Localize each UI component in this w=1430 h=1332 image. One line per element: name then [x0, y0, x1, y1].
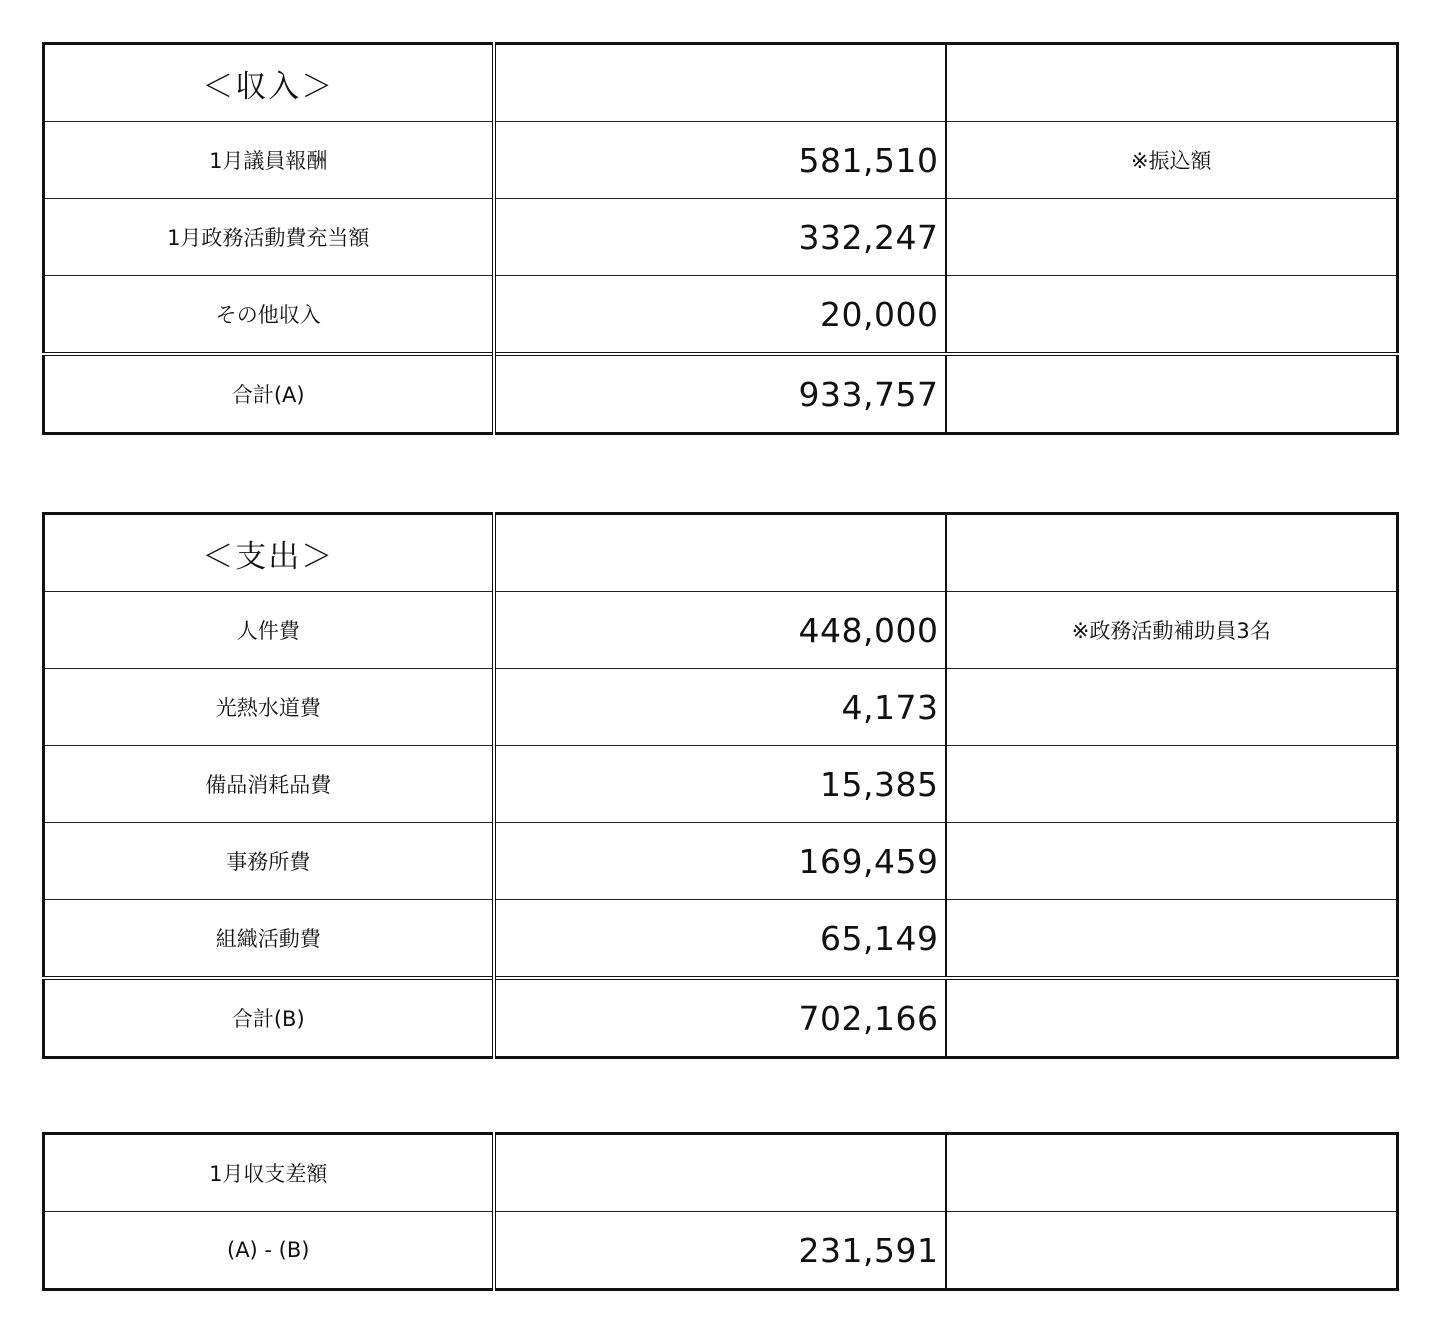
income-row	[44, 276, 1398, 355]
expense-total-amount: 702,166	[494, 978, 946, 1058]
income-row-amount: 332,247	[494, 199, 946, 276]
income-row-note	[946, 276, 1398, 355]
income-total-row	[44, 354, 1398, 434]
expense-total-row	[44, 978, 1398, 1058]
balance-title-row	[44, 1134, 1398, 1212]
balance-title-note-cell	[946, 1134, 1398, 1212]
expense-row	[44, 823, 1398, 900]
expense-table	[42, 512, 1399, 1059]
balance-amount-row	[44, 1212, 1398, 1290]
expense-row-label: 事務所費	[44, 823, 494, 900]
expense-row-amount: 448,000	[494, 592, 946, 669]
expense-row-note	[946, 900, 1398, 979]
expense-header-note-cell	[946, 514, 1398, 592]
expense-total-note	[946, 978, 1398, 1058]
income-row-note: ※振込額	[946, 122, 1398, 199]
expense-header-amount-cell	[494, 514, 946, 592]
balance-formula-label: (A) - (B)	[44, 1212, 494, 1290]
expense-row-amount: 169,459	[494, 823, 946, 900]
income-row-amount: 581,510	[494, 122, 946, 199]
income-row	[44, 199, 1398, 276]
expense-row-amount: 15,385	[494, 746, 946, 823]
balance-title-amount-cell	[494, 1134, 946, 1212]
expense-row-note: ※政務活動補助員3名	[946, 592, 1398, 669]
expense-row-label: 人件費	[44, 592, 494, 669]
income-header-amount-cell	[494, 44, 946, 122]
expense-row	[44, 746, 1398, 823]
expense-row	[44, 900, 1398, 979]
expense-row-label: 光熱水道費	[44, 669, 494, 746]
income-row-amount: 20,000	[494, 276, 946, 355]
expense-row-note	[946, 669, 1398, 746]
expense-row-note	[946, 823, 1398, 900]
income-header-row	[44, 44, 1398, 122]
expense-row	[44, 669, 1398, 746]
income-total-note	[946, 354, 1398, 434]
expense-row-label: 備品消耗品費	[44, 746, 494, 823]
income-header-note-cell	[946, 44, 1398, 122]
income-row-label: 1月議員報酬	[44, 122, 494, 199]
expense-header: ＜支出＞	[44, 514, 494, 592]
income-row-label: 1月政務活動費充当額	[44, 199, 494, 276]
income-row-note	[946, 199, 1398, 276]
expense-row-amount: 65,149	[494, 900, 946, 979]
balance-note-cell	[946, 1212, 1398, 1290]
expense-row-note	[946, 746, 1398, 823]
income-table	[42, 42, 1399, 435]
income-total-amount: 933,757	[494, 354, 946, 434]
income-row-label: その他収入	[44, 276, 494, 355]
expense-row-amount: 4,173	[494, 669, 946, 746]
expense-row	[44, 592, 1398, 669]
balance-amount: 231,591	[494, 1212, 946, 1290]
income-row	[44, 122, 1398, 199]
income-header: ＜収入＞	[44, 44, 494, 122]
balance-table	[42, 1132, 1399, 1291]
expense-row-label: 組織活動費	[44, 900, 494, 979]
income-total-label: 合計(A)	[44, 354, 494, 434]
expense-total-label: 合計(B)	[44, 978, 494, 1058]
expense-header-row	[44, 514, 1398, 592]
balance-title: 1月収支差額	[44, 1134, 494, 1212]
